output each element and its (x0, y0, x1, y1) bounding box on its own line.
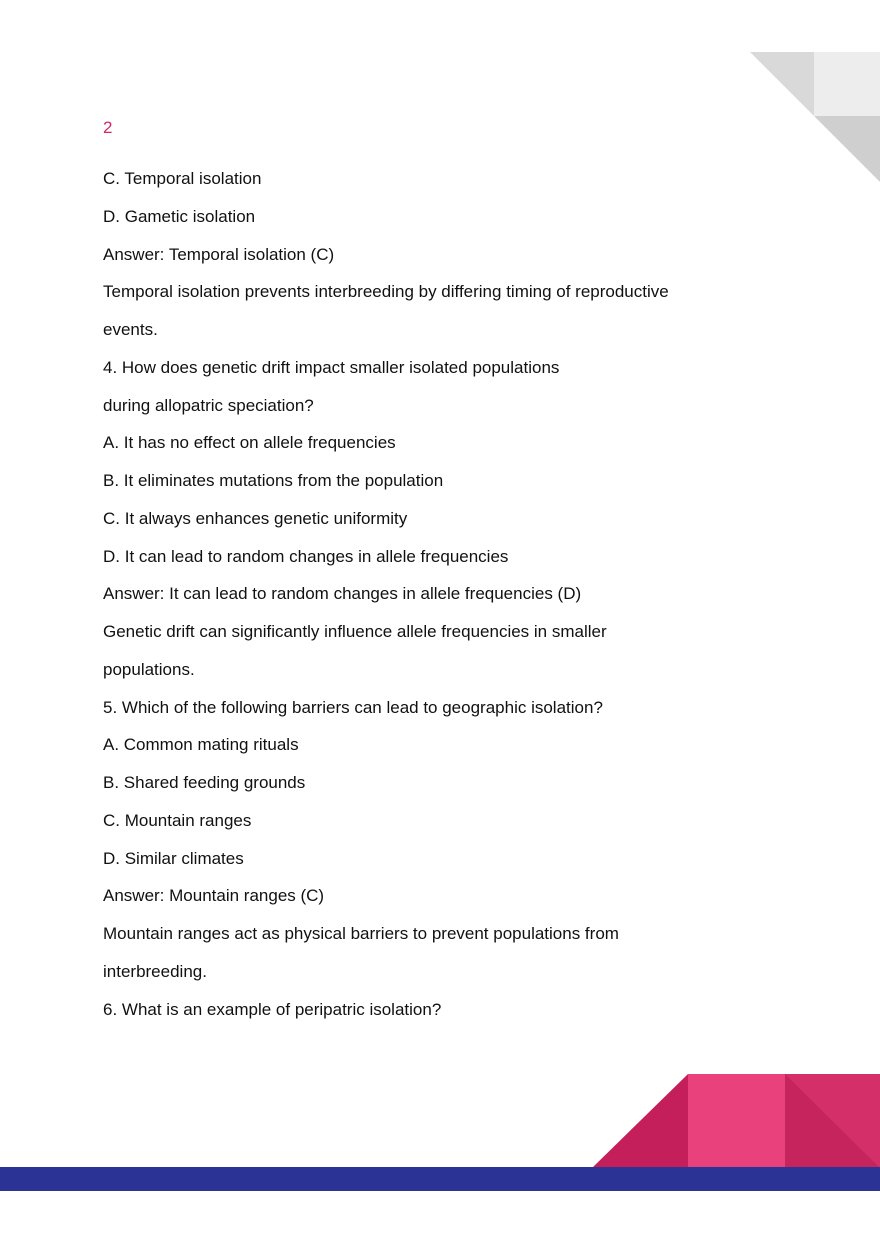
corner-decoration-top (750, 52, 880, 182)
text-line: Answer: It can lead to random changes in allele frequencies (D) (103, 584, 582, 604)
text-line: C. Mountain ranges (103, 810, 252, 830)
text-line: D. It can lead to random changes in allele frequencies (103, 546, 509, 566)
text-line: B. Shared feeding grounds (103, 773, 306, 792)
text-line: events. (103, 320, 158, 339)
corner-decoration-bottom (592, 1074, 880, 1168)
text-line: 4. How does genetic drift impact smaller isolated populations (103, 357, 560, 377)
text-line: A. Common mating rituals (103, 735, 299, 755)
corner-top-triangle-bottom (814, 116, 880, 182)
text-line: D. Similar climates (103, 848, 244, 868)
corner-top-triangle-left (750, 52, 814, 116)
page-number: 2 (103, 118, 113, 137)
text-line: 5. Which of the following barriers can lead to geographic isolation? (103, 697, 603, 717)
text-line: C. It always enhances genetic uniformity (103, 508, 408, 528)
document-body (103, 160, 723, 1028)
text-line: interbreeding. (103, 961, 207, 981)
text-line: during allopatric speciation? (103, 395, 314, 415)
text-line: Temporal isolation prevents interbreeding by differing timing of reproductive (103, 282, 669, 302)
corner-bottom-triangle-left (592, 1074, 688, 1168)
footer-band (0, 1167, 880, 1191)
text-line: D. Gametic isolation (103, 206, 256, 226)
text-line: A. It has no effect on allele frequencies (103, 433, 396, 453)
text-line: Answer: Mountain ranges (C) (103, 886, 325, 906)
corner-bottom-square (688, 1074, 785, 1168)
text-line: Mountain ranges act as physical barriers to prevent populations from (103, 924, 619, 943)
text-line: Answer: Temporal isolation (C) (103, 244, 335, 264)
corner-top-square (814, 52, 880, 116)
text-line: 6. What is an example of peripatric isolation? (103, 999, 442, 1019)
text-line: Genetic drift can significantly influence allele frequencies in smaller (103, 622, 607, 641)
text-line: C. Temporal isolation (103, 169, 262, 188)
text-line: populations. (103, 659, 195, 679)
text-line: B. It eliminates mutations from the population (103, 471, 444, 490)
